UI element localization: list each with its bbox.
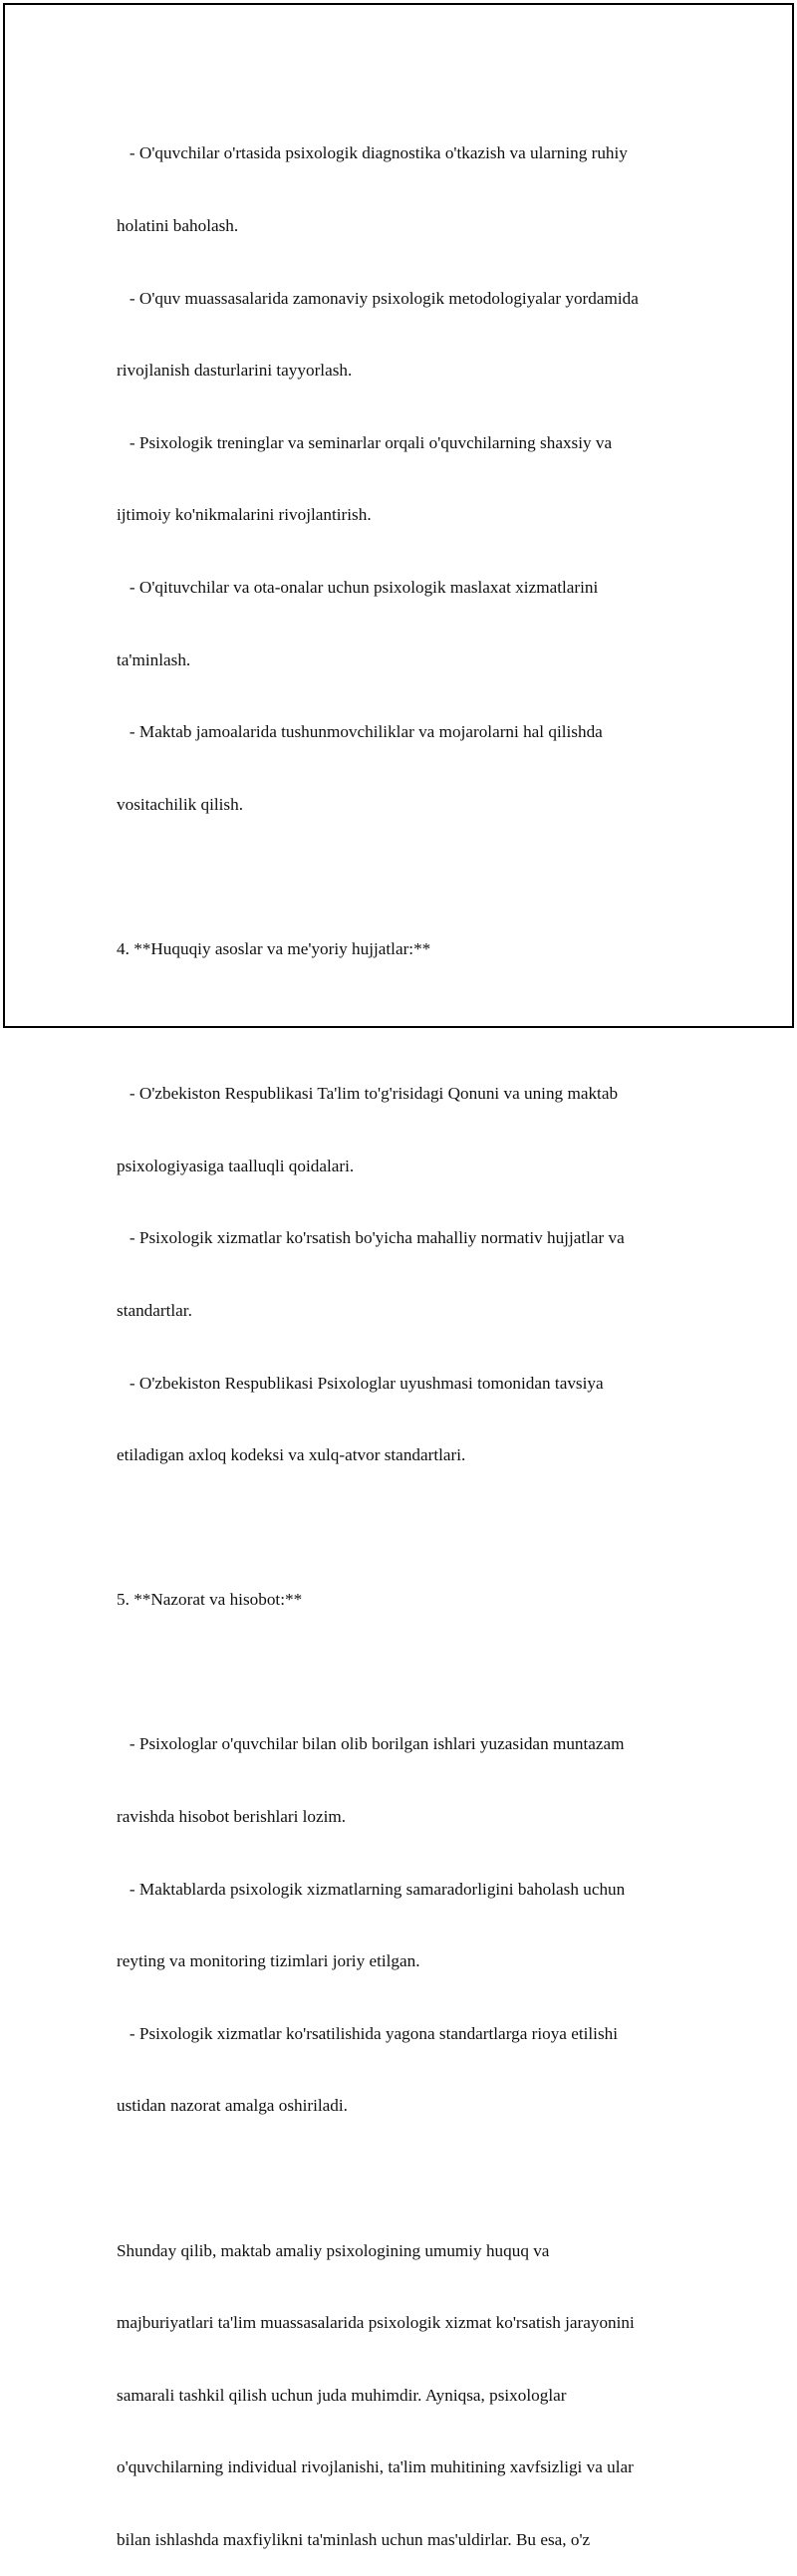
text-line: ustidan nazorat amalga oshiriladi.	[117, 2096, 348, 2116]
text-line: - Psixologik xizmatlar ko'rsatilishida yagona standartlarga rioya etilishi	[117, 2023, 619, 2043]
section-heading: 4. **Huquqiy asoslar va me'yoriy hujjatlar:**	[117, 938, 431, 958]
text-line: standartlar.	[117, 1300, 192, 1320]
blank-line	[117, 1010, 714, 1034]
text-line: - O'zbekiston Respublikasi Ta'lim to'g'risidagi Qonuni va uning maktab	[117, 1084, 619, 1104]
text-line: etiladigan axloq kodeksi va xulq-atvor standartlari.	[117, 1445, 466, 1465]
paragraph-line: samarali tashkil qilish uchun juda muhimdir. Ayniqsa, psixologlar	[117, 2385, 567, 2405]
text-line: - O'zbekiston Respublikasi Psixologlar uyushmasi tomonidan tavsiya	[117, 1373, 604, 1393]
document-text	[117, 94, 714, 2576]
section-heading: 5. **Nazorat va hisobot:**	[117, 1590, 303, 1610]
paragraph-line: bilan ishlashda maxfiylikni ta'minlash uchun mas'uldirlar. Bu esa, o'z	[117, 2530, 591, 2549]
text-line: ta'minlash.	[117, 649, 191, 669]
text-line: - Maktablarda psixologik xizmatlarning samaradorligini baholash uchun	[117, 1879, 626, 1899]
text-line: rivojlanish dasturlarini tayyorlash.	[117, 361, 353, 381]
blank-line	[117, 865, 714, 889]
text-line: - Psixologik xizmatlar ko'rsatish bo'yicha mahalliy normativ hujjatlar va	[117, 1228, 625, 1248]
paragraph-line: Shunday qilib, maktab amaliy psixologining umumiy huquq va	[117, 2240, 550, 2260]
paragraph-line: majburiyatlari ta'lim muassasalarida psixologik xizmat ko'rsatish jarayonini	[117, 2313, 635, 2333]
text-line: holatini baholash.	[117, 216, 239, 235]
text-line: - O'quvchilar o'rtasida psixologik diagnostika o'tkazish va ularning ruhiy	[117, 143, 628, 163]
text-line: reyting va monitoring tizimlari joriy etilgan.	[117, 1951, 420, 1971]
text-line: vositachilik qilish.	[117, 794, 243, 814]
text-line: - Maktab jamoalarida tushunmovchiliklar va mojarolarni hal qilishda	[117, 722, 603, 742]
text-line: - Psixologlar o'quvchilar bilan olib borilgan ishlari yuzasidan muntazam	[117, 1734, 625, 1754]
text-line: - Psixologik treninglar va seminarlar orqali o'quvchilarning shaxsiy va	[117, 432, 613, 452]
text-line: psixologiyasiga taalluqli qoidalari.	[117, 1156, 355, 1175]
text-line: - O'quv muassasalarida zamonaviy psixologik metodologiyalar yordamida	[117, 288, 639, 308]
blank-line	[117, 1661, 714, 1684]
text-line: - O'qituvchilar va ota-onalar uchun psixologik maslaxat xizmatlarini	[117, 577, 599, 597]
blank-line	[117, 2167, 714, 2190]
blank-line	[117, 1516, 714, 1540]
paragraph-line: o'quvchilarning individual rivojlanishi, ta'lim muhitining xavfsizligi va ular	[117, 2457, 634, 2477]
text-line: ijtimoiy ko'nikmalarini rivojlantirish.	[117, 505, 372, 525]
text-line: ravishda hisobot berishlari lozim.	[117, 1807, 347, 1827]
